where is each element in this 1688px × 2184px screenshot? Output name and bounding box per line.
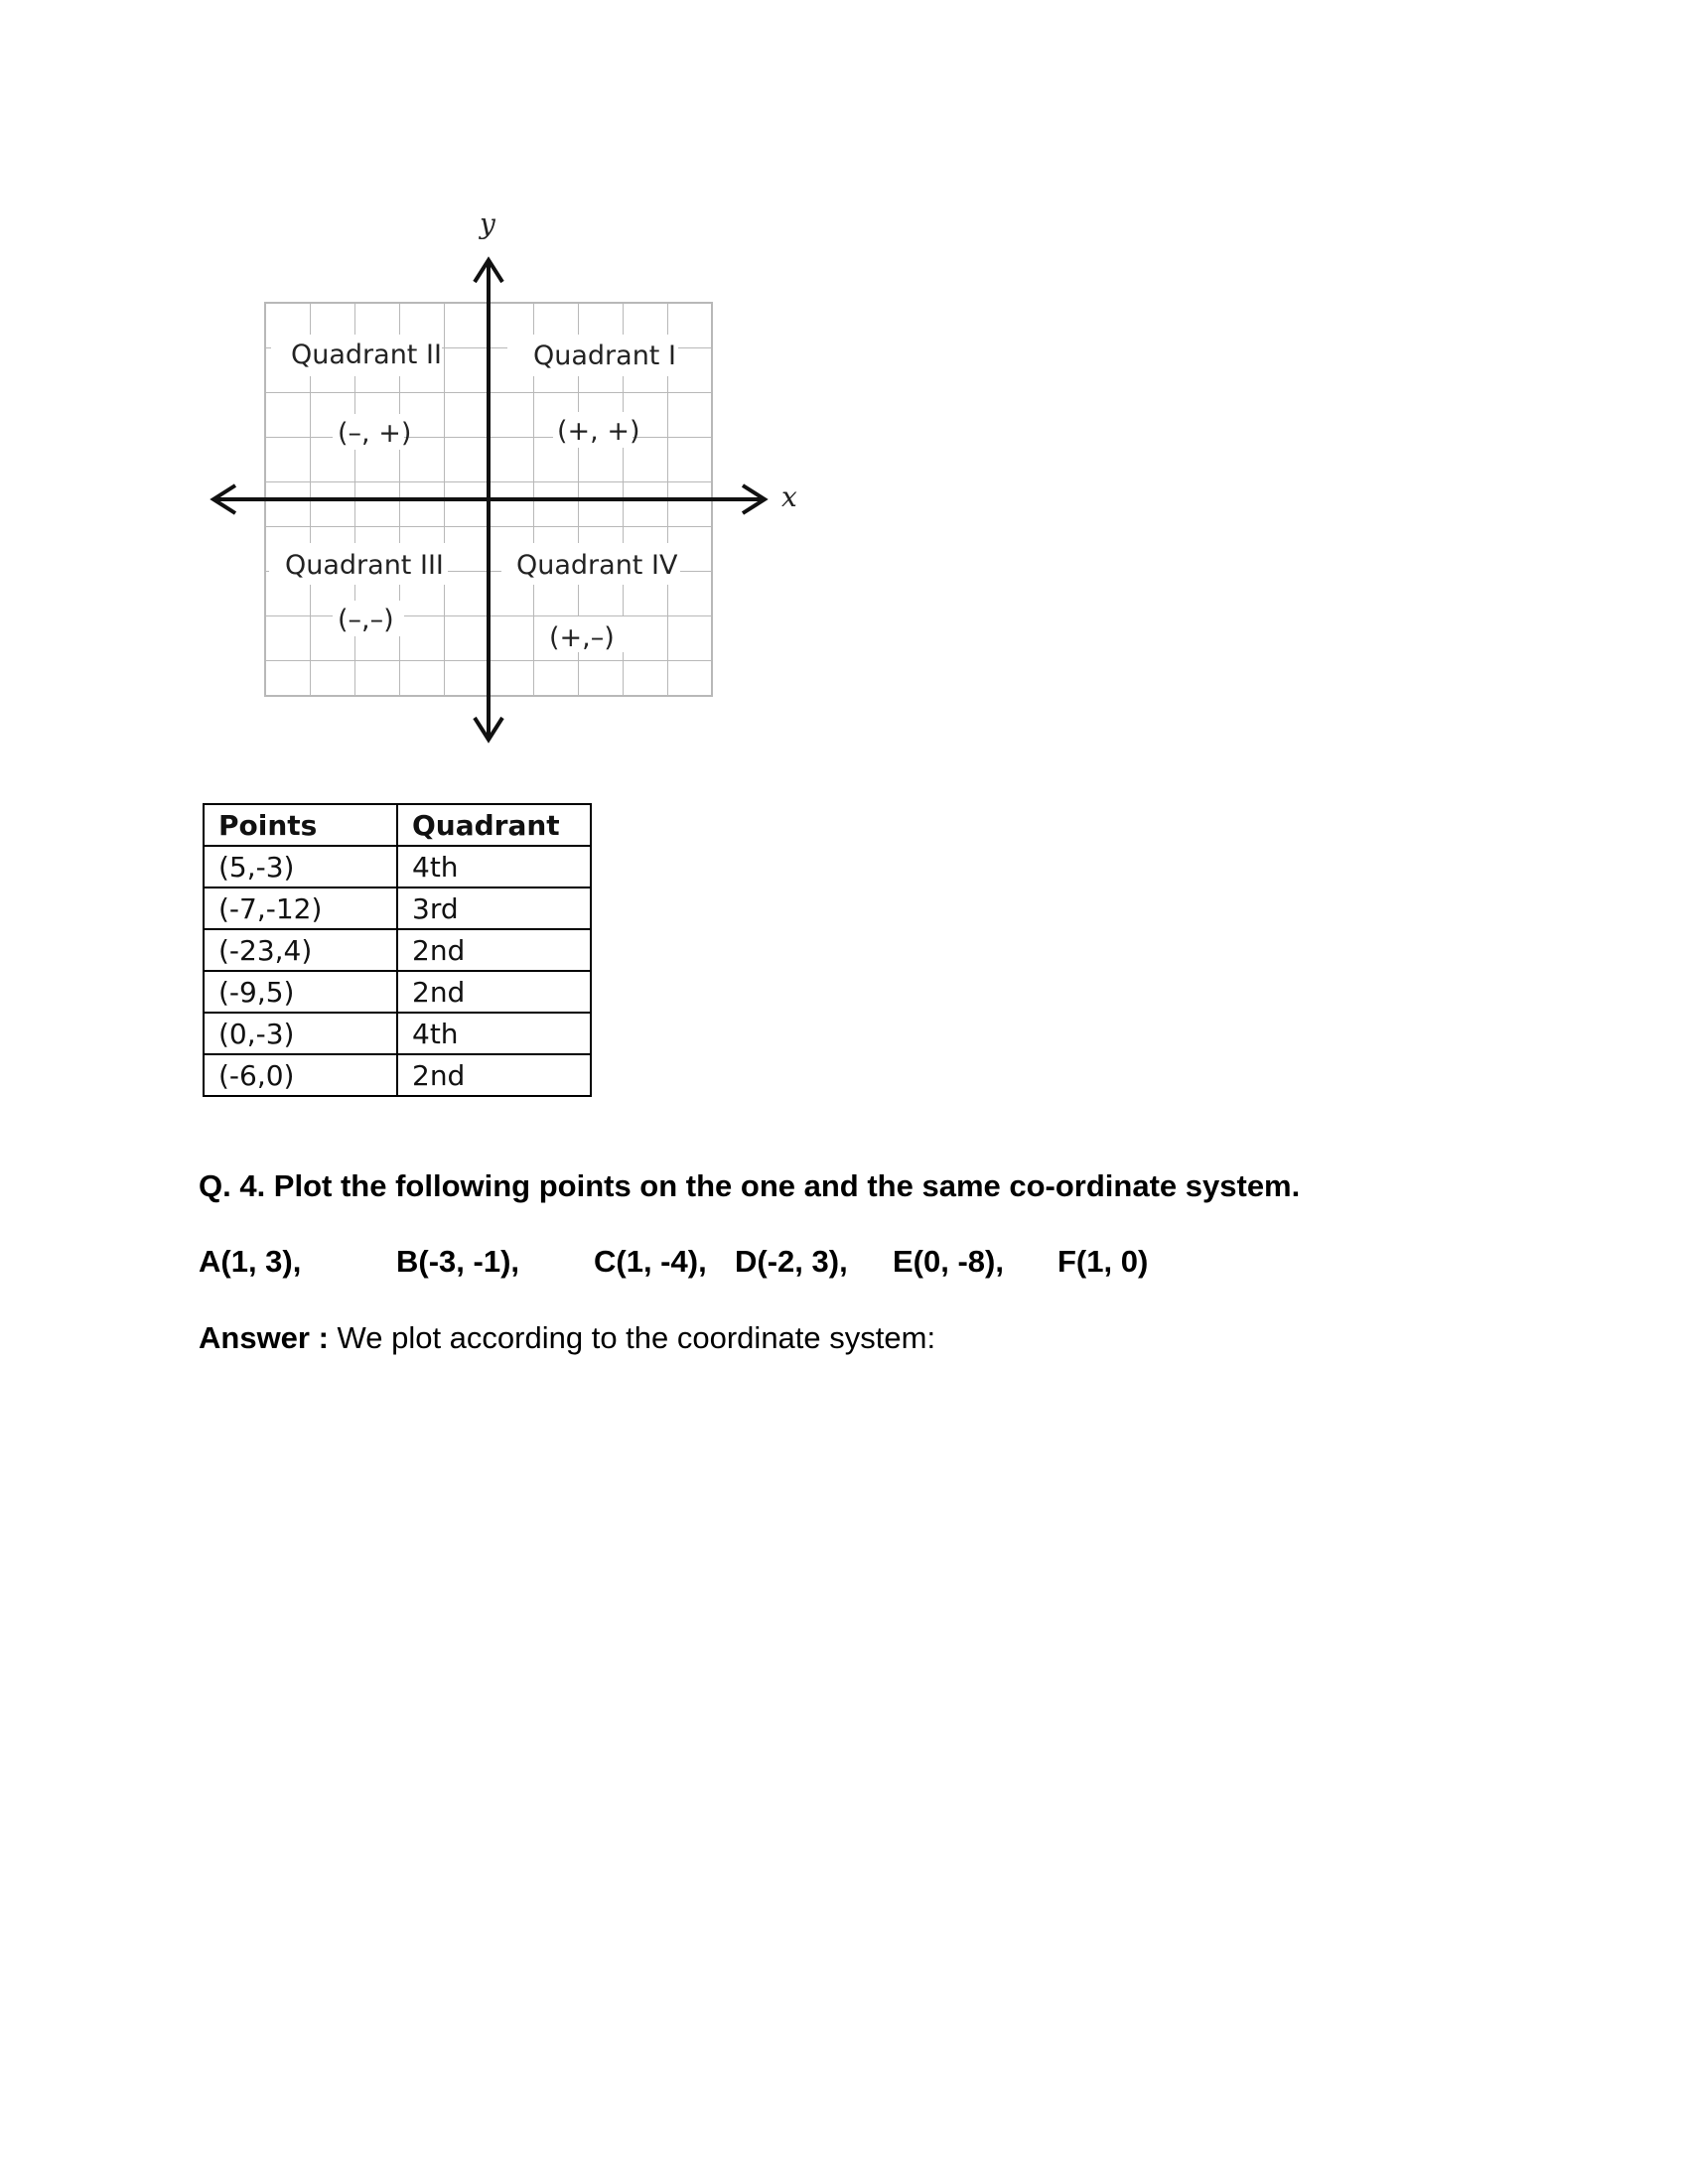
- cell-quadrant: 4th: [397, 846, 591, 887]
- point-f: F(1, 0): [1057, 1244, 1149, 1279]
- point-d: D(-2, 3),: [735, 1244, 848, 1279]
- header-points: Points: [204, 804, 397, 846]
- table-row: [204, 887, 591, 929]
- answer-text: We plot according to the coordinate system:: [328, 1320, 936, 1355]
- point-c: C(1, -4),: [594, 1244, 707, 1279]
- point-b: B(-3, -1),: [396, 1244, 519, 1279]
- points-quadrant-table: [203, 803, 592, 1097]
- quadrant-2-signs: (–, +): [338, 418, 412, 449]
- quadrant-1-signs: (+, +): [557, 416, 640, 447]
- point-a: A(1, 3),: [199, 1244, 302, 1279]
- table-header-row: [204, 804, 591, 846]
- table-row: [204, 929, 591, 971]
- table-row: [204, 971, 591, 1013]
- header-quadrant: Quadrant: [397, 804, 591, 846]
- quadrant-diagram: [194, 204, 819, 759]
- answer-label: Answer :: [199, 1320, 329, 1355]
- quadrant-1-label: Quadrant I: [533, 341, 676, 371]
- cell-point: (0,-3): [204, 1013, 397, 1054]
- quadrant-3-label: Quadrant III: [285, 550, 444, 581]
- cell-point: (-6,0): [204, 1054, 397, 1096]
- cell-point: (5,-3): [204, 846, 397, 887]
- quadrant-2-label: Quadrant II: [291, 340, 442, 370]
- cell-quadrant: 3rd: [397, 887, 591, 929]
- cell-point: (-23,4): [204, 929, 397, 971]
- cell-quadrant: 2nd: [397, 971, 591, 1013]
- quadrant-4-label: Quadrant IV: [516, 550, 678, 581]
- cell-point: (-7,-12): [204, 887, 397, 929]
- point-e: E(0, -8),: [893, 1244, 1004, 1279]
- x-axis-label: x: [781, 480, 797, 513]
- quadrant-3-signs: (–,–): [338, 605, 394, 635]
- cell-quadrant: 2nd: [397, 929, 591, 971]
- question-heading: Q. 4. Plot the following points on the one and the same co-ordinate system.: [199, 1168, 1301, 1203]
- cell-point: (-9,5): [204, 971, 397, 1013]
- table-row: [204, 1013, 591, 1054]
- answer-line: [199, 1320, 935, 1356]
- table-row: [204, 846, 591, 887]
- cell-quadrant: 2nd: [397, 1054, 591, 1096]
- cell-quadrant: 4th: [397, 1013, 591, 1054]
- table-row: [204, 1054, 591, 1096]
- quadrant-4-signs: (+,–): [549, 622, 615, 653]
- y-axis-label: y: [480, 207, 495, 240]
